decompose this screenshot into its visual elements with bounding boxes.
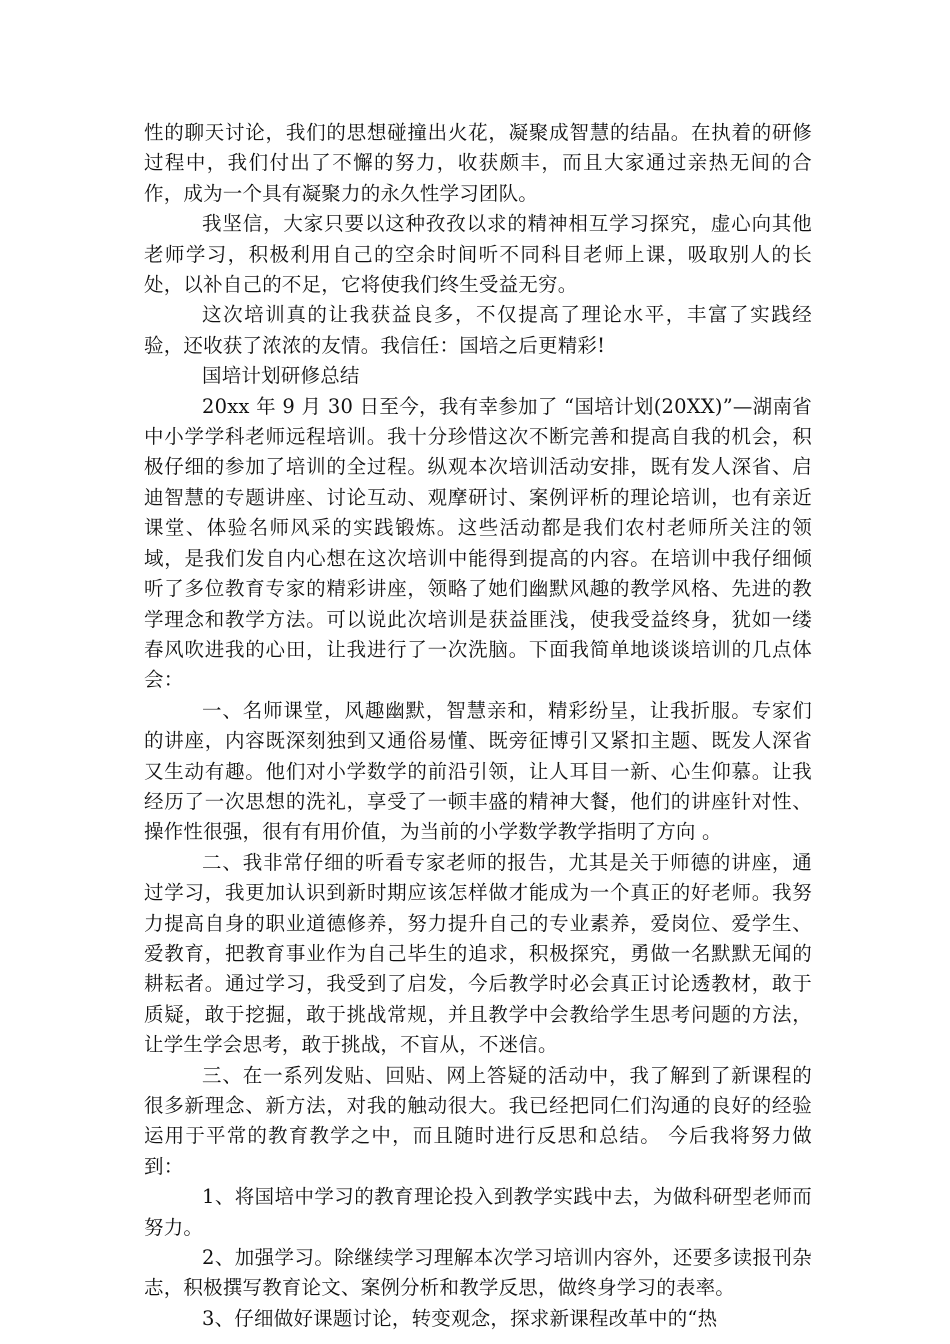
paragraph-9: 1、将国培中学习的教育理论投入到教学实践中去，为做科研型老师而努力。 xyxy=(144,1185,812,1239)
paragraph-3: 这次培训真的让我获益良多，不仅提高了理论水平，丰富了实践经验，还收获了浓浓的友情。我信任：国培之后更精彩! xyxy=(144,303,812,357)
paragraph-6: 一、名师课堂，风趣幽默，智慧亲和，精彩纷呈，让我折服。专家们的讲座，内容既深刻独到又通俗易懂、既旁征博引又紧扣主题、既发人深省又生动有趣。他们对小学数学的前沿引领，让人耳目一新、心生仰慕。让我经历了一次思想的洗礼，享受了一顿丰盛的精神大餐，他们的讲座针对性、操作性很强，很有有用价值，为当前的小学数学教学指明了方向 。 xyxy=(144,698,812,844)
section-title: 国培计划研修总结 xyxy=(202,364,360,388)
paragraph-8: 三、在一系列发贴、回贴、网上答疑的活动中，我了解到了新课程的很多新理念、新方法，对我的触动很大。我已经把同仁们沟通的良好的经验运用于平常的教育教学之中，而且随时进行反思和总结。 今后我将努力做到： xyxy=(144,1063,812,1178)
paragraph-1: 性的聊天讨论，我们的思想碰撞出火花，凝聚成智慧的结晶。在执着的研修过程中，我们付出了不懈的努力，收获颇丰，而且大家通过亲热无间的合作，成为一个具有凝聚力的永久性学习团队。 xyxy=(144,121,812,205)
paragraph-11: 3、仔细做好课题讨论，转变观念，探求新课程改革中的“热 xyxy=(202,1306,718,1330)
paragraph-5: 20xx 年 9 月 30 日至今，我有幸参加了 “国培计划(20XX)”—湖南省中小学学科老师远程培训。我十分珍惜这次不断完善和提高自我的机会，积极仔细的参加了培训的全过程。纵观本次培训活动安排，既有发人深省、启迪智慧的专题讲座、讨论互动、观摩研讨、案例评析的理论培训，也有亲近课堂、体验名师风采的实践锻炼。这些活动都是我们农村老师所关注的领域，是我们发自内心想在这次培训中能得到提高的内容。在培训中我仔细倾听了多位教育专家的精彩讲座，领略了她们幽默风趣的教学风格、先进的教学理念和教学方法。可以说此次培训是获益匪浅，使我受益终身，犹如一缕春风吹进我的心田，让我进行了一次洗脑。下面我简单地谈谈培训的几点体会： xyxy=(144,394,812,692)
paragraph-2: 我坚信，大家只要以这种孜孜以求的精神相互学习探究，虚心向其他老师学习，积极利用自己的空余时间听不同科目老师上课，吸取别人的长处，以补自己的不足，它将使我们终生受益无穷。 xyxy=(144,212,812,297)
document-page xyxy=(144,118,812,1334)
paragraph-10: 2、加强学习。除继续学习理解本次学习培训内容外，还要多读报刊杂志，积极撰写教育论文、案例分析和教学反思，做终身学习的表率。 xyxy=(144,1246,812,1300)
paragraph-7: 二、我非常仔细的听看专家老师的报告，尤其是关于师德的讲座，通过学习，我更加认识到新时期应该怎样做才能成为一个真正的好老师。我努力提高自身的职业道德修养，努力提升自己的专业素养，爱岗位、爱学生、爱教育，把教育事业作为自己毕生的追求，积极探究，勇做一名默默无闻的耕耘者。通过学习，我受到了启发，今后教学时必会真正讨论透教材，敢于质疑，敢于挖掘，敢于挑战常规，并且教学中会教给学生思考问题的方法，让学生学会思考，敢于挑战，不盲从，不迷信。 xyxy=(144,850,812,1057)
